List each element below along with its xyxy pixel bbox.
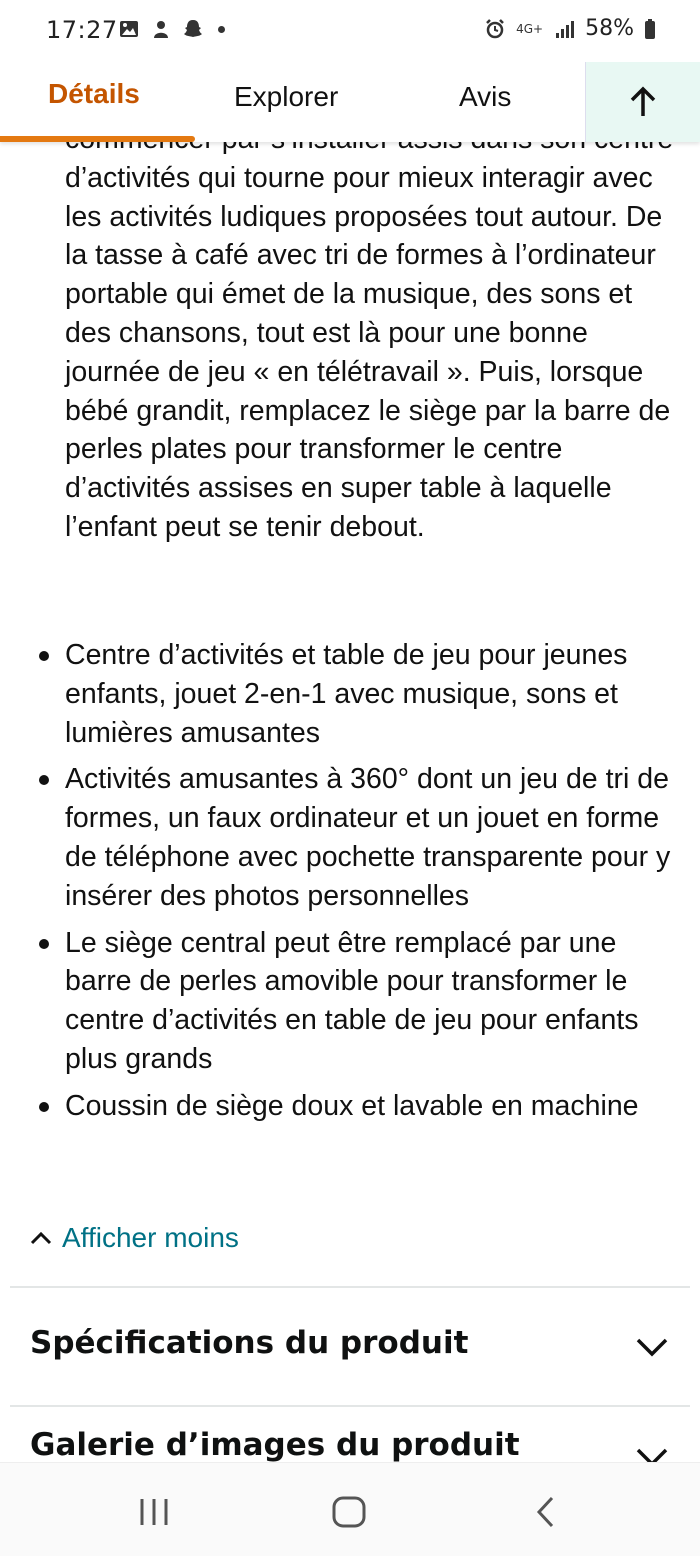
scroll-to-top-button[interactable] [585,62,700,142]
feature-bullet: Coussin de siège doux et lavable en machine [0,1087,680,1126]
battery-level: 58% [585,16,634,41]
notification-icons [118,18,225,40]
feature-bullet: Activités amusantes à 360° dont un jeu de tri de formes, un faux ordinateur et un jouet en forme de téléphone avec pochette transparente pour y insérer des photos personnelles [0,760,680,915]
back-icon[interactable] [534,1495,556,1529]
section-title: Galerie d’images du produit [30,1427,520,1462]
home-icon[interactable] [331,1495,367,1529]
chevron-down-icon [632,1332,672,1362]
chevron-down-icon [632,1442,672,1462]
status-bar [0,0,700,62]
feature-bullet: Le siège central peut être remplacé par une barre de perles amovible pour transformer le centre d’activités en table de jeu pour enfants plus grands [0,924,680,1079]
feature-bullet: Centre d’activités et table de jeu pour jeunes enfants, jouet 2-en-1 avec musique, sons et lumières amusantes [0,636,680,752]
recent-apps-icon[interactable] [138,1497,170,1527]
arrow-up-icon [628,86,658,118]
tab-explorer[interactable]: Explorer [234,81,339,112]
more-notifications-icon [218,26,225,33]
feature-bullet-list [0,636,700,1134]
status-time: 17:27 [46,16,118,44]
divider [10,1405,690,1407]
section-title: Spécifications du produit [30,1325,469,1361]
divider [10,1286,690,1288]
tab-avis[interactable]: Avis [459,81,512,112]
product-details-content [0,62,700,1462]
alarm-icon [484,18,506,40]
system-navigation-bar [0,1462,700,1556]
app-notification-icon [150,18,172,40]
chevron-up-icon [30,1231,52,1245]
snapchat-icon [182,18,204,40]
status-right [484,16,656,41]
tab-details[interactable]: Détails [48,78,140,109]
show-less-label: Afficher moins [62,1222,239,1253]
battery-icon [644,18,656,40]
gallery-icon [118,18,140,40]
active-tab-indicator [0,136,195,142]
tab-bar [0,62,700,142]
product-description: d’activités qui tourne pour mieux interagir avec les activités ludiques proposées tout autour. De la tasse à café avec tri de formes à l’ordinateur portable qui émet de la musique, des sons et des chansons, tout est là pour une bonne journée de jeu « en télétravail ». Puis, lorsque bébé grandit, remplacez le siège par la barre de perles plates pour transformer le centre d’activités assises en super table à laquelle l’enfant peut se tenir debout. [65,161,671,543]
signal-icon [553,18,575,40]
show-less-link[interactable] [30,1222,239,1254]
network-type: 4G+ [516,21,544,36]
